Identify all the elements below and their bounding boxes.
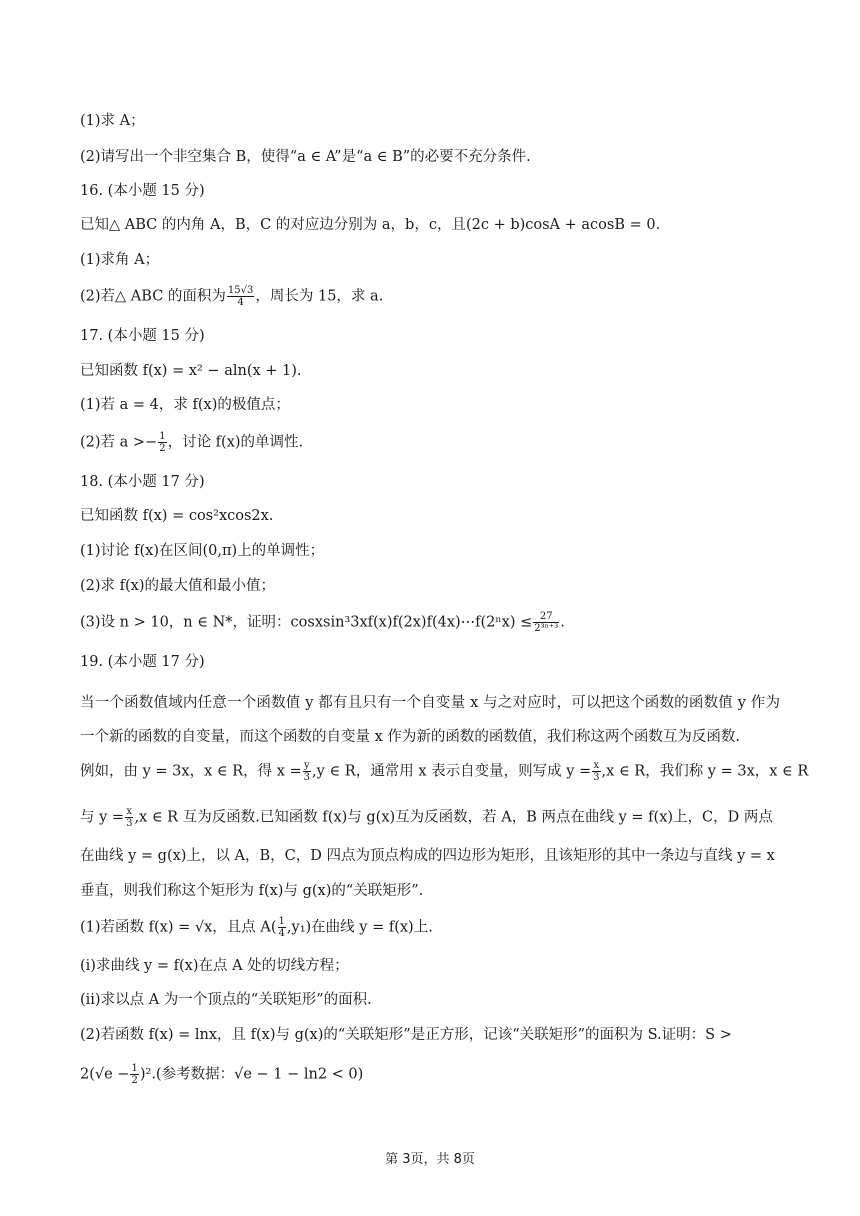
q15-part1: (1)求 A； (80, 113, 145, 129)
q16-heading: 16. (本小题 15 分) (80, 183, 205, 199)
q18-stem: 已知函数 f(x) = cos²xcos2x. (80, 508, 274, 524)
fraction-denominator: 3 (126, 818, 133, 829)
q16-part2 (80, 285, 780, 308)
q19-heading: 19. (本小题 17 分) (80, 654, 205, 670)
fraction (130, 1063, 138, 1086)
fraction-numerator: 1 (159, 431, 166, 442)
fraction-denominator: 3 (593, 772, 600, 783)
q16-part1: (1)求角 A； (80, 252, 160, 268)
q17-heading: 17. (本小题 15 分) (80, 328, 205, 344)
fraction-denominator: 2 (131, 1075, 138, 1086)
q19-part1-suffix: ,y₁)在曲线 y = f(x)上. (286, 919, 433, 936)
q19-part2-cont (80, 1063, 780, 1086)
q17-part2-prefix: (2)若 a >− (80, 434, 158, 451)
q19-part2: (2)若函数 f(x) = lnx，且 f(x)与 g(x)的“关联矩形”是正方形，记该“关联矩形”的面积为 S.证明：S > (80, 1027, 732, 1043)
fraction-numerator: 15√3 (227, 285, 254, 296)
fraction (533, 611, 559, 634)
fraction-denominator: 2³ⁿ⁺³ (534, 623, 559, 634)
fraction-numerator: 1 (131, 1063, 138, 1074)
q19-example-b: ,y ∈ R，通常用 x 表示自变量，则写成 y = (312, 763, 592, 780)
q19-example-a: 例如，由 y = 3x，x ∈ R，得 x = (80, 763, 302, 780)
q19-part1-ii: (ⅱ)求以点 A 为一个顶点的“关联矩形”的面积. (80, 992, 372, 1008)
fraction-denominator: 4 (278, 928, 285, 939)
q19-inverse-a: 与 y = (80, 809, 125, 826)
fraction-numerator: y (304, 760, 310, 771)
fraction-denominator: 2 (159, 443, 166, 454)
fraction (278, 916, 286, 939)
q17-part2 (80, 431, 780, 454)
q19-example-line (80, 760, 809, 783)
q19-part2-suffix: )².(参考数据：√e − 1 − ln2 < 0) (139, 1066, 364, 1083)
fraction (303, 760, 311, 783)
q17-part2-suffix: ，讨论 f(x)的单调性. (167, 434, 304, 451)
q19-paragraph-1: 当一个函数值域内任意一个函数值 y 都有且只有一个自变量 x 与之对应时，可以把这个函数的函数值 y 作为一个新的函数的自变量，而这个函数的自变量 x 作为新的函数的函数值，我们称这两个函数互为反函数. (80, 695, 780, 745)
q19-inverse-b: ,x ∈ R 互为反函数.已知函数 f(x)与 g(x)互为反函数，若 A，B 两点在曲线 y = f(x)上，C，D 两点 (134, 809, 773, 826)
q17-part1: (1)若 a = 4，求 f(x)的极值点； (80, 397, 290, 413)
fraction-numerator: 1 (278, 916, 285, 927)
fraction (227, 285, 254, 308)
fraction (592, 760, 600, 783)
q16-part2-suffix: ，周长为 15，求 a. (255, 288, 384, 305)
q17-stem: 已知函数 f(x) = x² − aln(x + 1). (80, 363, 302, 379)
fraction-numerator: 27 (533, 611, 559, 623)
q19-part2-prefix: 2(√e − (80, 1066, 130, 1083)
fraction-numerator: x (593, 760, 600, 771)
q19-rectangle-line: 在曲线 y = g(x)上，以 A，B，C，D 四点为顶点构成的四边形为矩形，且该矩形的其中一条边与直线 y = x (80, 848, 775, 864)
q19-part1-i: (ⅰ)求曲线 y = f(x)在点 A 处的切线方程； (80, 958, 349, 974)
q15-part2: (2)请写出一个非空集合 B，使得“a ∈ A”是“a ∈ B”的必要不充分条件. (80, 149, 531, 165)
q19-inverse-line (80, 806, 780, 829)
page-footer: 第 3页，共 8页 (385, 1152, 475, 1167)
q16-part2-prefix: (2)若△ ABC 的面积为 (80, 288, 226, 305)
q18-heading: 18. (本小题 17 分) (80, 474, 205, 490)
q19-part1-prefix: (1)若函数 f(x) = √x，且点 A( (80, 919, 277, 936)
q19-definition-line: 垂直，则我们称这个矩形为 f(x)与 g(x)的“关联矩形”. (80, 883, 424, 899)
fraction-denominator: 4 (237, 297, 244, 308)
q18-part2: (2)求 f(x)的最大值和最小值； (80, 578, 276, 594)
q18-part3 (80, 611, 780, 634)
q19-part1 (80, 916, 780, 939)
fraction-denominator: 3 (303, 772, 311, 783)
q19-example-c: ,x ∈ R，我们称 y = 3x，x ∈ R (601, 763, 809, 780)
q16-stem: 已知△ ABC 的内角 A，B，C 的对应边分别为 a，b，c，且(2c + b)cosA + acosB = 0. (80, 217, 661, 233)
q18-part3-suffix: . (560, 614, 565, 631)
fraction (158, 431, 166, 454)
q18-part1: (1)讨论 f(x)在区间(0,π)上的单调性； (80, 543, 325, 559)
fraction (125, 806, 133, 829)
fraction-numerator: x (126, 806, 133, 817)
q18-part3-prefix: (3)设 n > 10，n ∈ N*，证明：cosxsin³3xf(x)f(2x)f(4x)⋯f(2ⁿx) ≤ (80, 614, 533, 631)
